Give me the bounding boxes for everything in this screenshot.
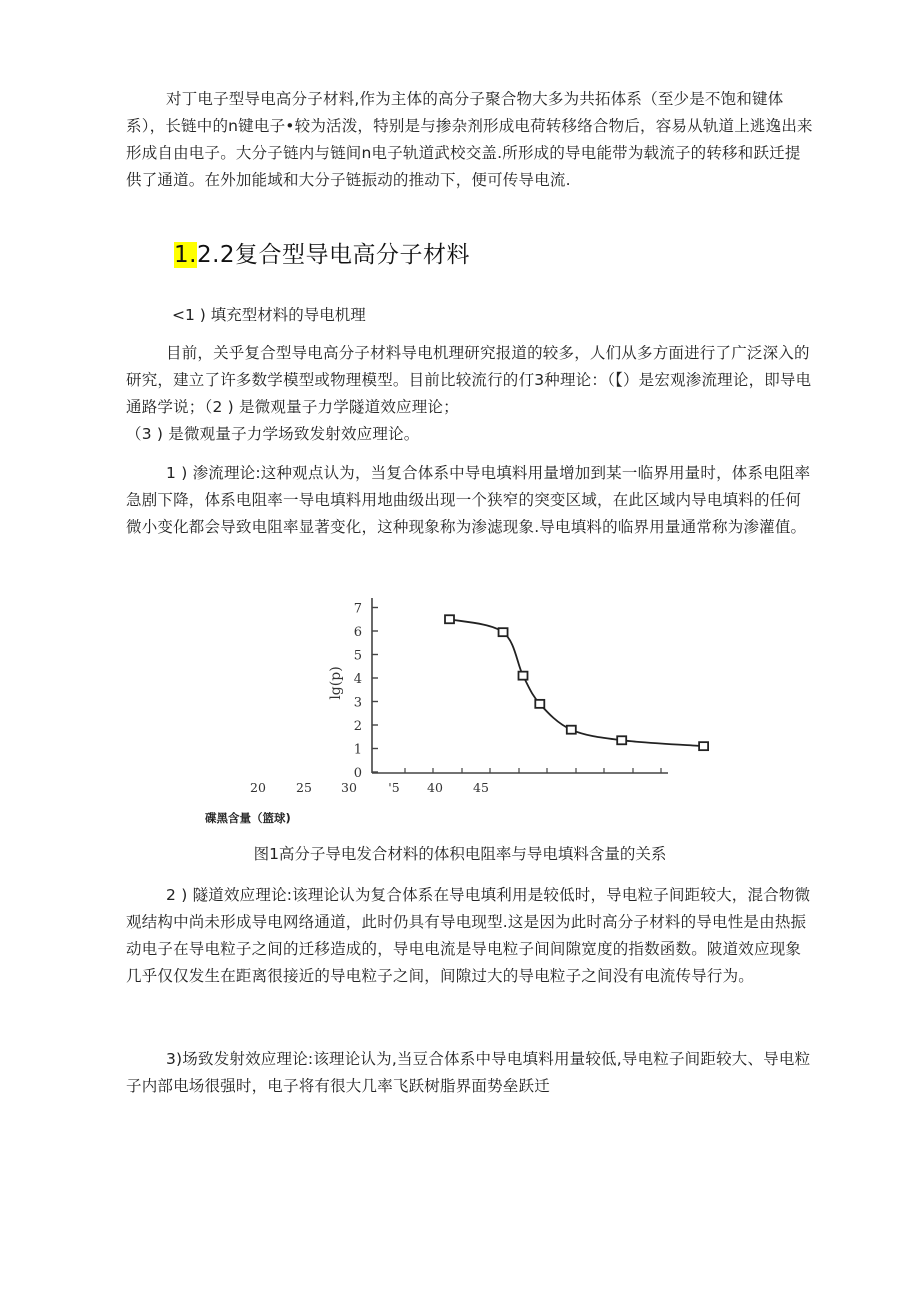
data-point-marker bbox=[445, 615, 454, 623]
heading-highlight: 1. bbox=[174, 242, 197, 268]
data-point-marker bbox=[519, 672, 528, 680]
y-axis-label: lg(p) bbox=[328, 666, 344, 700]
paragraph-tunneling: 2 ) 隧道效应理论:该理论认为复合体系在导电填利用是较低时，导电粒子间距较大，混合物微观结构中尚未形成导电网络通道，此时仍具有导电现型.这是因为此时高分子材料的导电性是由热振动电子在导电粒子之间的迁移造成的，导电电流是导电粒子间间隙宽度的指数函数。陂道效应现象几乎仅仅发生在距离很接近的导电粒子之间，间隙过大的导电粒子之间没有电流传导行为。 bbox=[126, 886, 811, 985]
paragraph-electronic-conductive: 对丁电子型导电高分子材料,作为主体的高分子聚合物大多为共拓体系（至少是不饱和键体系），长链中的n键电子•较为活泼，特别是与掺杂剂形成电荷转移络合物后，容易从轨道上逃逸出来形成自由电子。大分子链内与链间n电子轨道武校交盖.所形成的导电能带为载流子的转移和跃迁提供了通道。在外加能域和大分子链振动的推动下，便可传导电流. bbox=[126, 90, 813, 189]
paragraph-theory-3-line: （3 ) 是微观量子力学场致发射效应理论。 bbox=[126, 425, 420, 443]
y-tick-label: 0 bbox=[353, 766, 362, 781]
x-axis-label: 碟黑含量（篮球) bbox=[205, 811, 291, 825]
figure-caption: 图1高分子导电发合材料的体积电阻率与导电填料含量的关系 bbox=[253, 845, 667, 863]
data-point-marker bbox=[535, 700, 544, 708]
data-point-marker bbox=[699, 742, 708, 750]
paragraph-field-emission: 3)场致发射效应理论:该理论认为,当豆合体系中导电填料用量较低,导电粒子间距较大、导电粒子内部电场很强时，电子将有很大几率飞跃树脂界面势垒跃迁 bbox=[126, 1050, 811, 1095]
paragraph-percolation: 1 ) 渗流理论:这种观点认为，当复合体系中导电填料用量增加到某一临界用量时，体系电阻率急剧下降，体系电阻率一导电填料用地曲级出现一个狭窄的突变区域，在此区域内导电填料的任何微小变化都会导致电阻率显著变化，这种现象称为渗滤现象.导电填料的临界用量通常称为渗灌值。 bbox=[126, 464, 811, 536]
data-point-marker bbox=[617, 736, 626, 744]
y-tick-label: 3 bbox=[353, 695, 362, 711]
x-tick-label: 45 bbox=[473, 780, 489, 795]
series-line bbox=[450, 619, 704, 746]
y-tick-label: 2 bbox=[353, 719, 362, 734]
y-tick-label: 7 bbox=[353, 601, 362, 617]
y-tick-label: 4 bbox=[353, 672, 362, 687]
y-tick-label: 1 bbox=[353, 742, 362, 758]
data-point-marker bbox=[567, 726, 576, 734]
subheading-filled-mechanism: <1 ) 填充型材料的导电机理 bbox=[172, 306, 366, 324]
x-tick-label: 40 bbox=[427, 780, 443, 795]
x-tick-label: '5 bbox=[388, 780, 400, 795]
y-tick-label: 6 bbox=[353, 625, 362, 640]
x-tick-label: 25 bbox=[296, 780, 312, 795]
x-tick-label: 20 bbox=[250, 780, 266, 795]
section-heading bbox=[174, 236, 470, 269]
heading-text: 2.2复合型导电高分子材料 bbox=[196, 242, 471, 268]
paragraph-theories-intro: 目前，关乎复合型导电高分子材料导电机理研究报道的较多，人们从多方面进行了广泛深入的研究，建立了许多数学模型或物理模型。目前比较流行的仃3种理论：（【）是宏观渗流理论，即导电通路学说；（2 ) 是微观量子力学隧道效应理论； bbox=[126, 344, 812, 416]
x-tick-label: 30 bbox=[341, 780, 357, 795]
data-point-marker bbox=[499, 628, 508, 636]
y-tick-label: 5 bbox=[353, 648, 362, 664]
